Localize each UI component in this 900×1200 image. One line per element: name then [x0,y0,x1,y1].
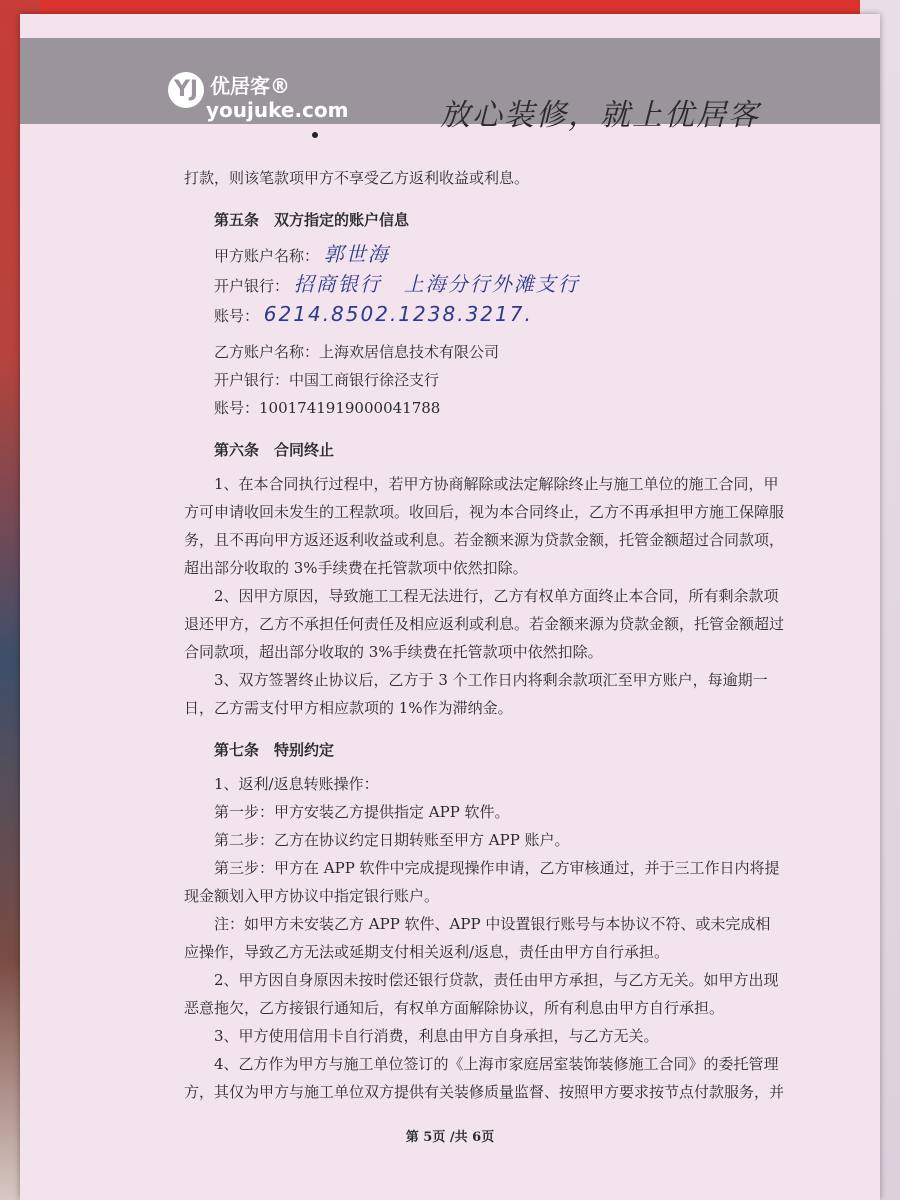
article-7-clause-2: 2、甲方因自身原因未按时偿还银行贷款，责任由甲方承担，与乙方无关。如甲方出现恶意拖欠，乙方接银行通知后，有权单方面解除协议，所有利息由甲方自行承担。 [184,971,779,1017]
intro-paragraph: 打款，则该笔款项甲方不享受乙方返利收益或利息。 [184,169,530,187]
party-b-bank: 开户银行：中国工商银行徐泾支行 [214,371,440,389]
party-a-name-row [184,240,784,270]
party-b-account: 账号：1001741919000041788 [214,399,441,417]
article-5-heading: 第五条 双方指定的账户信息 [214,211,410,229]
article-6-clause-3: 3、双方签署终止协议后，乙方于 3 个工作日内将剩余款项汇至甲方账户，每逾期一日，乙方需支付甲方相应款项的 1%作为滞纳金。 [184,671,768,717]
article-7-clause-1: 1、返利/返息转账操作： [214,775,379,793]
pen-mark [312,132,318,138]
logo-domain: youjuke.com [206,98,349,122]
document-body [184,164,784,1106]
party-a-account-label: 账号： [214,307,260,325]
slogan: 放心装修，就上优居客 [440,98,760,133]
document-page [20,14,880,1200]
article-7-step-1: 第一步：甲方安装乙方提供指定 APP 软件。 [214,803,510,821]
party-a-bank-row [184,270,784,300]
article-7-step-2: 第二步：乙方在协议约定日期转账至甲方 APP 账户。 [214,831,570,849]
party-a-account-row [184,300,784,330]
article-7-heading: 第七条 特别约定 [214,741,335,759]
brand-logo [168,68,368,132]
party-a-bank-handwritten: 招商银行 上海分行外滩支行 [293,272,580,296]
article-7-step-3: 第三步：甲方在 APP 软件中完成提现操作申请，乙方审核通过，并于三工作日内将提现金额划入甲方协议中指定银行账户。 [184,859,780,905]
party-a-name-handwritten: 郭世海 [323,242,390,266]
party-b-name: 乙方账户名称：上海欢居信息技术有限公司 [214,343,500,361]
article-6-clause-1: 1、在本合同执行过程中，若甲方协商解除或法定解除终止与施工单位的施工合同，甲方可申请收回未发生的工程款项。收回后，视为本合同终止，乙方不再承担甲方施工保障服务，且不再向甲方返还返利收益或利息。若金额来源为贷款金额，托管金额超过合同款项，超出部分收取的 3%手续费在托管款项中依然扣除。 [184,475,785,577]
article-6-clause-2: 2、因甲方原因，导致施工工程无法进行，乙方有权单方面终止本合同，所有剩余款项退还甲方，乙方不承担任何责任及相应返利或利息。若金额来源为贷款金额，托管金额超过合同款项，超出部分收取的 3%手续费在托管款项中依然扣除。 [184,587,785,661]
logo-name: 优居客® [210,74,290,98]
party-a-account-handwritten: 6214.8502.1238.3217. [263,302,533,326]
article-6-heading: 第六条 合同终止 [214,441,335,459]
party-a-bank-label: 开户银行： [214,277,290,295]
article-7-note: 注：如甲方未安装乙方 APP 软件、APP 中设置银行账号与本协议不符、或未完成相应操作，导致乙方无法或延期支付相关返利/返息，责任由甲方自行承担。 [184,915,771,961]
party-a-name-label: 甲方账户名称： [214,247,320,265]
logo-mark-icon: YJ [168,72,204,108]
article-7-clause-3: 3、甲方使用信用卡自行消费，利息由甲方自身承担，与乙方无关。 [214,1027,659,1045]
header-banner [20,38,880,133]
page-number: 第 5页 /共 6页 [405,1130,495,1145]
article-7-clause-4: 4、乙方作为甲方与施工单位签订的《上海市家庭居室装饰装修施工合同》的委托管理方，其仅为甲方与施工单位双方提供有关装修质量监督、按照甲方要求按节点付款服务，并 [184,1055,785,1101]
